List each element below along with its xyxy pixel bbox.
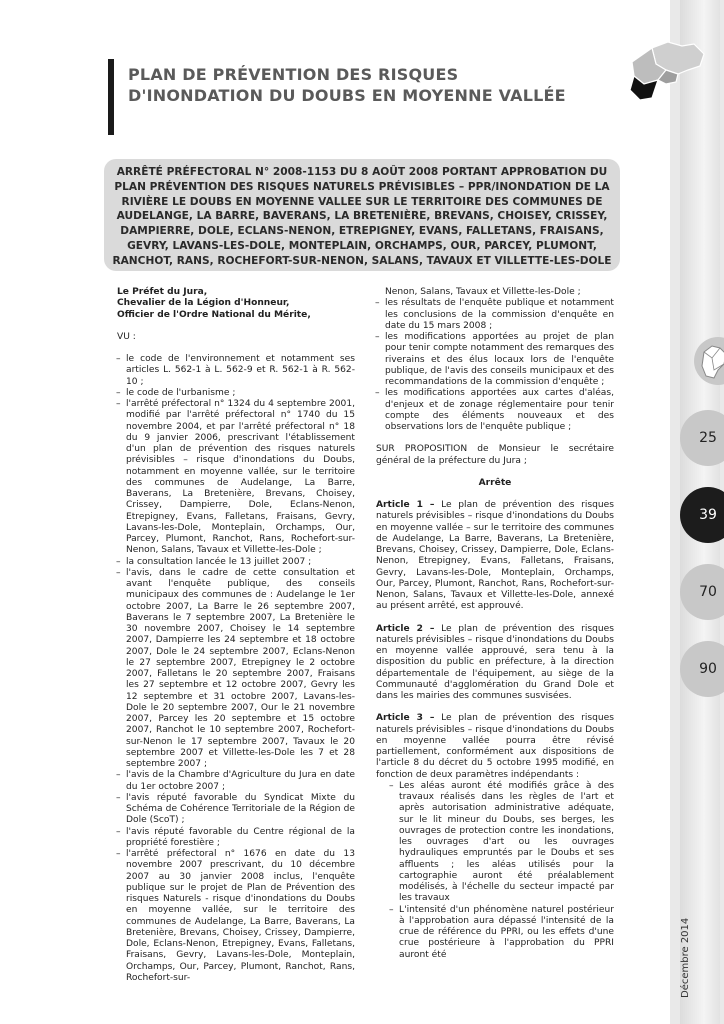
article-2 — [376, 624, 614, 703]
prefet-line: Le Préfet du Jura, — [117, 287, 208, 297]
vu-list-continued — [376, 298, 614, 433]
list-item: – les modifications apportées aux cartes d'aléas, d'enjeux et de zonage réglementaire pour tenir compte des éléments nouveaux et des observations lors de l'enquête publique ; — [376, 388, 614, 433]
tab-25[interactable]: 25 — [680, 410, 724, 466]
list-item: – la consultation lancée le 13 juillet 2007 ; — [117, 557, 355, 568]
list-item: – le code de l'urbanisme ; — [117, 388, 355, 399]
list-item: – l'arrêté préfectoral n° 1676 en date du 13 novembre 2007 prescrivant, du 10 décembre 2007 au 30 janvier 2008 inclus, l'enquête publique sur le projet de Plan de Prévention des risques Naturels - risque d'inondations du Doubs en moyenne vallée, sur le territoire des communes de Audelange, La Barre, Baverans, La Bretenière, Brevans, Choisey, Crissey, Dampierre, Dole, Eclans-Nenon, Etrepigney, Evans, Falletans, Fraisans, Gevry, Lavans-les-Dole, Monteplain, Orchamps, Our, Parcey, Plumont, Ranchot, Rans, Rochefort-sur- — [117, 849, 355, 984]
tab-70[interactable]: 70 — [680, 564, 724, 620]
tab-90[interactable]: 90 — [680, 641, 724, 697]
vu-list — [117, 354, 355, 984]
prefet-line: Chevalier de la Légion d'Honneur, — [117, 298, 290, 309]
article-1 — [376, 500, 614, 613]
list-item: – Les aléas auront été modifiés grâce à des travaux réalisés dans les règles de l'art et après autorisation administrative adéquate, sur le lit mineur du Doubs, ses berges, les ouvrages de protection contre les inondations, les ouvrages d'art ou les ouvrages hydrauliques empruntés par le Doubs et ses affluents ; les aléas utilisés pour la cartographie auront été préalablement modélisés, à l'échelle du secteur impacté par les travaux — [390, 781, 614, 905]
list-item: – les modifications apportées au projet de plan pour tenir compte notamment des remarques des riverains et des élus locaux lors de l'enquête publique, de l'avis des conseils municipaux et des recommandations de la commission d'enquête ; — [376, 332, 614, 388]
proposition-text: SUR PROPOSITION de Monsieur le secrétaire général de la préfecture du Jura ; — [376, 444, 614, 466]
region-map-icon — [622, 40, 708, 100]
list-item: – l'avis de la Chambre d'Agriculture du Jura en date du 1er octobre 2007 ; — [117, 770, 355, 793]
list-item: – l'avis réputé favorable du Syndicat Mixte du Schéma de Cohérence Territoriale de la Région de Dole (ScoT) ; — [117, 793, 355, 827]
prefet-line: Officier de l'Ordre National du Mérite, — [117, 309, 311, 320]
list-item: – l'arrêté préfectoral n° 1324 du 4 septembre 2001, modifié par l'arrêté préfectoral n° 1740 du 15 novembre 2004, et par l'arrêté préfectoral n° 18 du 9 janvier 2006, prescrivant l'établissement d'un plan de prévention des risques naturels prévisibles – risque d'inondations du Doubs, notamment en moyenne vallée, sur le territoire des communes de Audelange, La Barre, Baverans, La Bretenière, Brevans, Choisey, Crissey, Dampierre, Dole, Eclans-Nenon, Etrepigney, Evans, Falletans, Fraisans, Gevry, Lavans-les-Dole, Monteplain, Orchamps, Our, Parcey, Plumont, Ranchot, Rans, Rochefort-sur-Nenon, Salans, Tavaux et Villette-les-Dole ; — [117, 399, 355, 557]
article-3-label: Article 3 – — [376, 713, 435, 724]
list-item: – les résultats de l'enquête publique et notamment les conclusions de la commission d'enquête en date du 15 mars 2008 ; — [376, 298, 614, 332]
arrete-heading: Arrête — [478, 477, 512, 488]
list-item: – l'avis réputé favorable du Centre régional de la propriété forestière ; — [117, 827, 355, 850]
article-2-label: Article 2 – — [376, 623, 435, 634]
page-title: PLAN DE PRÉVENTION DES RISQUES D'INONDATION DU DOUBS EN MOYENNE VALLÉE — [128, 65, 566, 105]
article-3-text: Le plan de prévention des risques naturels prévisibles – risque d'inondations du Doubs en moyenne vallée pourra être révisé partiellement, conformément aux dispositions de l'article 8 du décret du 5 octobre 1995 modifié, en fonction de deux paramètres indépendants : — [376, 713, 615, 780]
title-bar — [108, 59, 114, 135]
left-column — [117, 287, 355, 984]
franche-comte-map-icon — [690, 336, 724, 386]
decree-heading: ARRÊTÉ PRÉFECTORAL N° 2008-1153 DU 8 AOÛT 2008 PORTANT APPROBATION DU PLAN PRÉVENTION DES RISQUES NATURELS PRÉVISIBLES – PPR/INONDATION DE LA RIVIÈRE LE DOUBS EN MOYENNE VALLEE SUR LE TERRITOIRE DES COMMUNES DE AUDELANGE, LA BARRE, BAVERANS, LA BRETENIÈRE, BREVANS, CHOISEY, CRISSEY, DAMPIERRE, DOLE, ECLANS-NENON, ETREPIGNEY, EVANS, FALLETANS, FRAISANS, GEVRY, LAVANS-LES-DOLE, MONTEPLAIN, ORCHAMPS, OUR, PARCEY, PLUMONT, RANCHOT, RANS, ROCHEFORT-SUR-NENON, SALANS, TAVAUX ET VILLETTE-LES-DOLE — [112, 166, 612, 267]
vu-label: VU : — [117, 331, 136, 342]
article-3 — [376, 713, 614, 781]
article-2-text: Le plan de prévention des risques naturels prévisibles – risque d'inondations du Doubs en moyenne vallée approuvé, sera tenu à la disposition du public en préfecture, à la direction départementale de l'équipement, au siège de la Communauté d'agglomération du Grand Dole et dans les mairies des communes susvisées. — [376, 623, 615, 701]
list-item: – L'intensité d'un phénomène naturel postérieur à l'approbation aura dépassé l'intensité de la crue de référence du PPRI, ou les effets d'une crue postérieure à l'approbation du PPRI auront été — [390, 905, 614, 961]
list-item: – l'avis, dans le cadre de cette consultation et avant l'enquête publique, des conseils municipaux des communes de : Audelange le 1er octobre 2007, La Barre le 26 septembre 2007, Baverans le 7 septembre 2007, La Bretenière le 30 novembre 2007, Choisey le 14 septembre 2007, Dampierre les 24 septembre et 18 octobre 2007, Dole le 24 septembre 2007, Eclans-Nenon le 27 septembre 2007, Etrepigney le 2 octobre 2007, Falletans le 20 septembre 2007, Fraisans les 27 septembre et 12 octobre 2007, Gevry les 12 septembre et 31 octobre 2007, Lavans-les-Dole le 20 septembre 2007, Our le 21 novembre 2007, Parcey les 20 septembre et 15 octobre 2007, Ranchot le 10 septembre 2007, Rochefort-sur-Nenon le 17 septembre 2007, Tavaux le 20 septembre 2007 et Villette-les-Dole les 7 et 28 septembre 2007 ; — [117, 568, 355, 771]
article-3-list — [390, 781, 614, 961]
article-1-label: Article 1 – — [376, 500, 435, 510]
footer-date: Décembre 2014 — [680, 917, 691, 998]
list-item: – le code de l'environnement et notamment ses articles L. 562-1 à L. 562-9 et R. 562-1 à R. 562-10 ; — [117, 354, 355, 388]
tab-39[interactable]: 39 — [680, 487, 724, 543]
right-column — [376, 287, 614, 961]
continuation-text: Nenon, Salans, Tavaux et Villette-les-Dole ; — [385, 287, 581, 297]
article-1-text: Le plan de prévention des risques naturels prévisibles – risque d'inondations du Doubs en moyenne vallée – sur le territoire des communes de Audelange, La Barre, Baverans, La Bretenière, Brevans, Choisey, Crissey, Dampierre, Dole, Eclans-Nenon, Etrepigney, Evans, Falletans, Fraisans, Gevry, Lavans-les-Dole, Monteplain, Orchamps, Our, Parcey, Plumont, Ranchot, Rans, Rochefort-sur-Nenon, Salans, Tavaux et Villette-les-Dole, annexé au présent arrêté, est approuvé. — [376, 500, 615, 612]
